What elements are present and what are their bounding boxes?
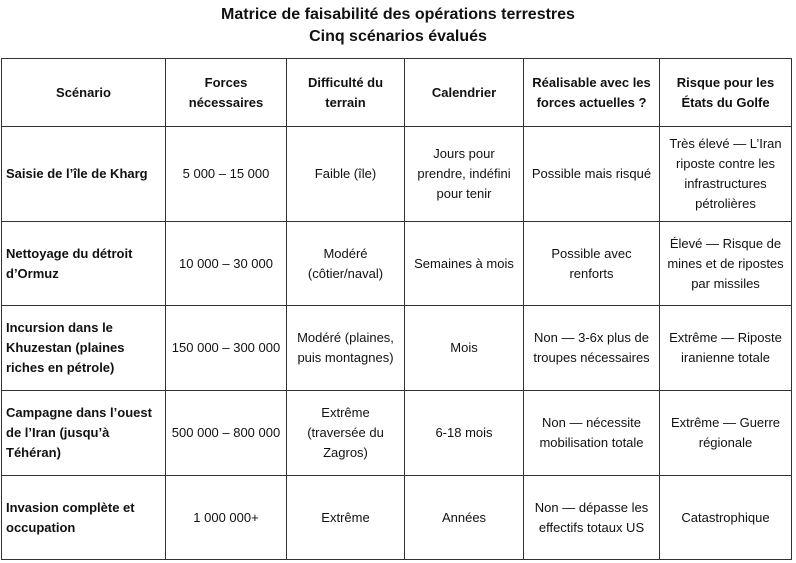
cell-scenario: Nettoyage du détroit d’Ormuz	[2, 222, 166, 306]
cell-forces: 10 000 – 30 000	[166, 222, 287, 306]
cell-terrain: Extrême	[287, 476, 405, 560]
cell-terrain: Faible (île)	[287, 127, 405, 222]
header-terrain: Difficulté du terrain	[287, 59, 405, 127]
cell-scenario: Saisie de l’île de Kharg	[2, 127, 166, 222]
cell-risque: Très élevé — L’Iran riposte contre les infrastructures pétrolières	[660, 127, 792, 222]
cell-risque: Extrême — Guerre régionale	[660, 391, 792, 476]
cell-risque: Catastrophique	[660, 476, 792, 560]
page-title: Matrice de faisabilité des opérations terrestres	[221, 6, 575, 23]
header-realisable: Réalisable avec les forces actuelles ?	[524, 59, 660, 127]
table-header-row	[2, 59, 792, 127]
cell-risque: Élevé — Risque de mines et de ripostes par missiles	[660, 222, 792, 306]
table-row	[2, 222, 792, 306]
header-forces: Forces nécessaires	[166, 59, 287, 127]
cell-forces: 1 000 000+	[166, 476, 287, 560]
cell-forces: 500 000 – 800 000	[166, 391, 287, 476]
cell-calendrier: Semaines à mois	[405, 222, 524, 306]
table-row	[2, 391, 792, 476]
cell-terrain: Modéré (côtier/naval)	[287, 222, 405, 306]
cell-scenario: Incursion dans le Khuzestan (plaines riches en pétrole)	[2, 306, 166, 391]
cell-forces: 150 000 – 300 000	[166, 306, 287, 391]
title-block	[0, 0, 796, 52]
cell-risque: Extrême — Riposte iranienne totale	[660, 306, 792, 391]
cell-calendrier: Années	[405, 476, 524, 560]
feasibility-matrix-table	[1, 58, 792, 560]
cell-realisable: Possible avec renforts	[524, 222, 660, 306]
cell-scenario: Invasion complète et occupation	[2, 476, 166, 560]
cell-realisable: Non — nécessite mobilisation totale	[524, 391, 660, 476]
cell-calendrier: Jours pour prendre, indéfini pour tenir	[405, 127, 524, 222]
page-subtitle: Cinq scénarios évalués	[309, 28, 487, 45]
header-risque: Risque pour les États du Golfe	[660, 59, 792, 127]
cell-terrain: Modéré (plaines, puis montagnes)	[287, 306, 405, 391]
table-row	[2, 306, 792, 391]
cell-forces: 5 000 – 15 000	[166, 127, 287, 222]
cell-realisable: Non — dépasse les effectifs totaux US	[524, 476, 660, 560]
cell-calendrier: Mois	[405, 306, 524, 391]
header-scenario: Scénario	[2, 59, 166, 127]
cell-realisable: Non — 3-6x plus de troupes nécessaires	[524, 306, 660, 391]
table-row	[2, 476, 792, 560]
header-calendrier: Calendrier	[405, 59, 524, 127]
table-row	[2, 127, 792, 222]
cell-calendrier: 6-18 mois	[405, 391, 524, 476]
cell-scenario: Campagne dans l’ouest de l’Iran (jusqu’à Téhéran)	[2, 391, 166, 476]
cell-realisable: Possible mais risqué	[524, 127, 660, 222]
cell-terrain: Extrême (traversée du Zagros)	[287, 391, 405, 476]
